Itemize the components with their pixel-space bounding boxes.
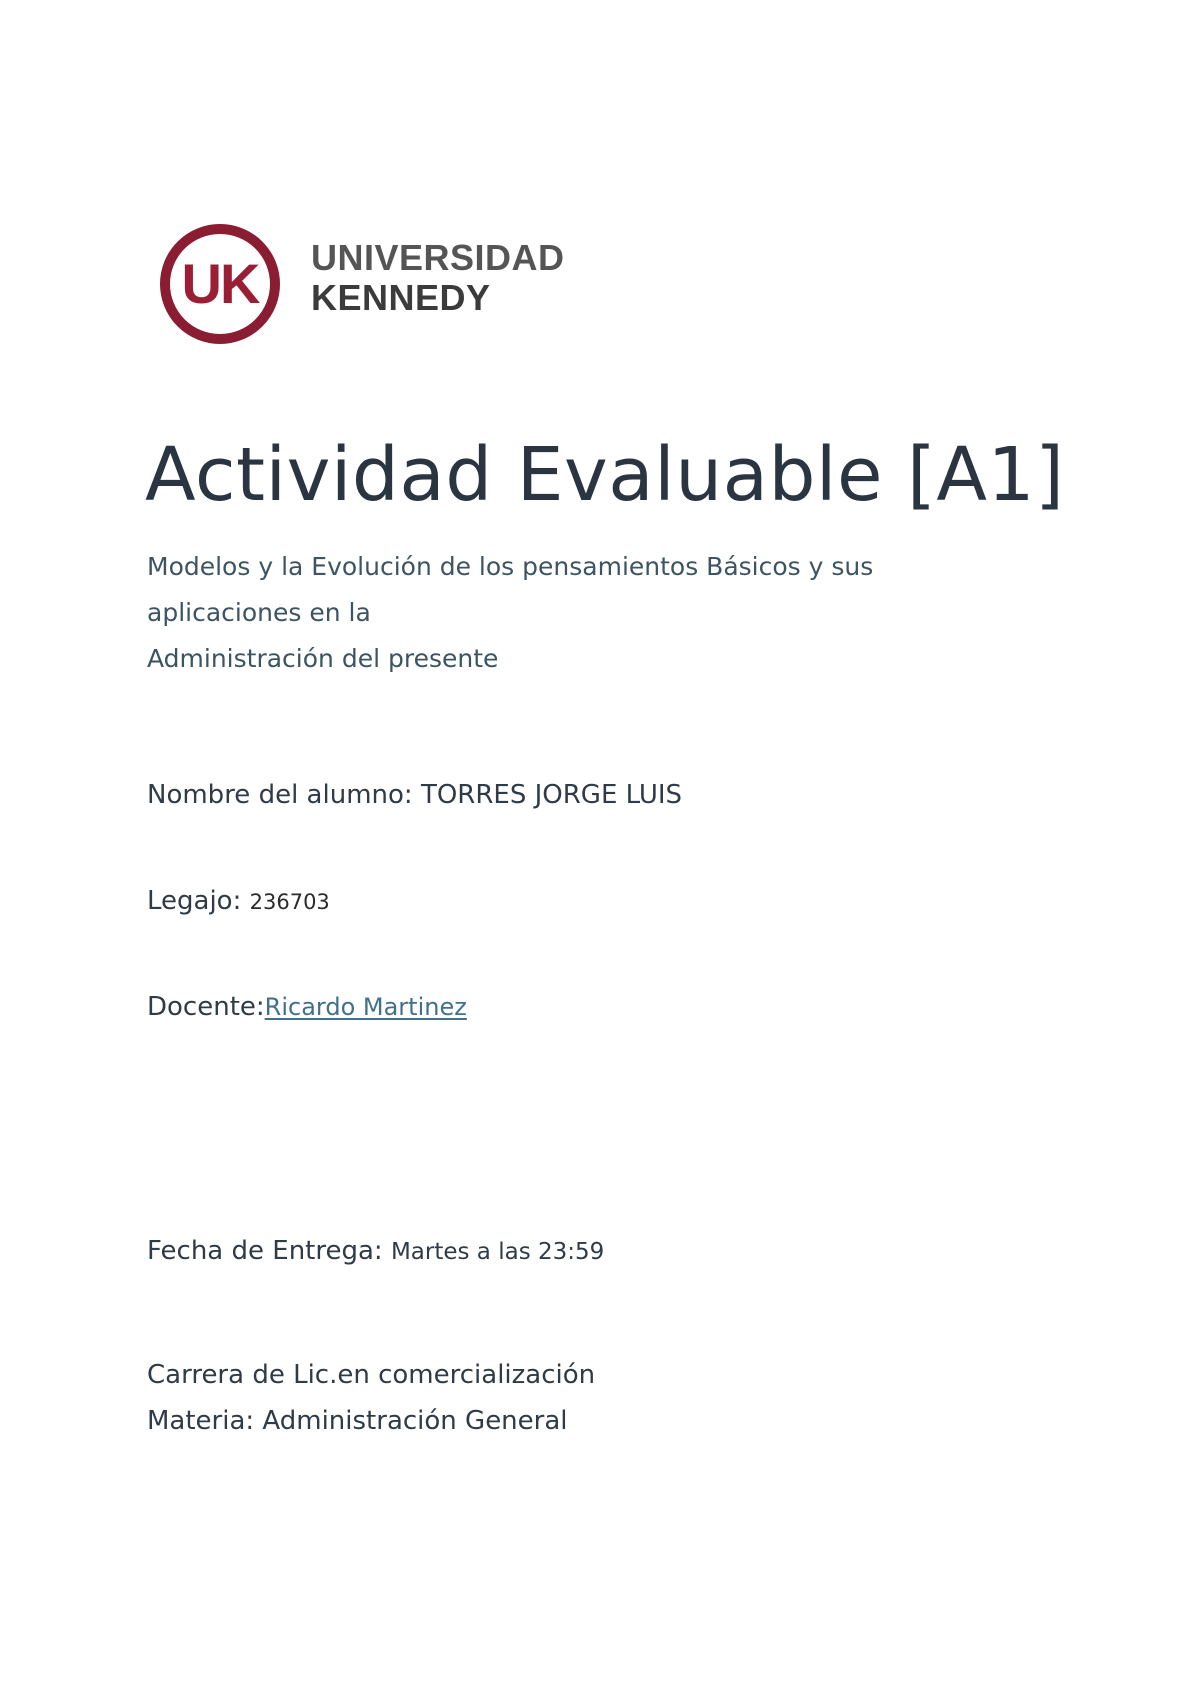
subtitle-line: Modelos y la Evolución de los pensamientos Básicos y sus <box>147 552 874 581</box>
subtitle-line: aplicaciones en la <box>147 598 371 627</box>
subject-text: Materia: Administración General <box>147 1406 568 1436</box>
subtitle-line: Administración del presente <box>147 644 499 673</box>
docente-field <box>147 992 467 1022</box>
student-name-label: Nombre del alumno: <box>147 780 413 810</box>
uk-logo-mark <box>158 222 282 346</box>
delivery-date-label: Fecha de Entrega: <box>147 1236 383 1266</box>
logo-wordmark <box>311 237 565 318</box>
delivery-date-value: Martes a las 23:59 <box>390 1239 605 1265</box>
logo-line-universidad: UNIVERSIDAD <box>311 237 565 278</box>
student-name-field <box>147 780 682 810</box>
career-text: Carrera de Lic.en comercialización <box>147 1360 596 1390</box>
logo-mark-text: UK <box>181 252 259 315</box>
university-logo <box>158 222 578 346</box>
document-title: Actividad Evaluable [A1] <box>145 432 1065 518</box>
legajo-value: 236703 <box>249 890 330 914</box>
legajo-field <box>147 886 330 916</box>
student-name-value: TORRES JORGE LUIS <box>420 780 683 810</box>
logo-line-kennedy: KENNEDY <box>311 277 491 318</box>
docente-link[interactable]: Ricardo Martinez <box>264 993 467 1021</box>
docente-label: Docente: <box>147 992 265 1022</box>
document-subtitle <box>147 544 967 682</box>
legajo-label: Legajo: <box>147 886 242 916</box>
delivery-date-field <box>147 1236 604 1266</box>
